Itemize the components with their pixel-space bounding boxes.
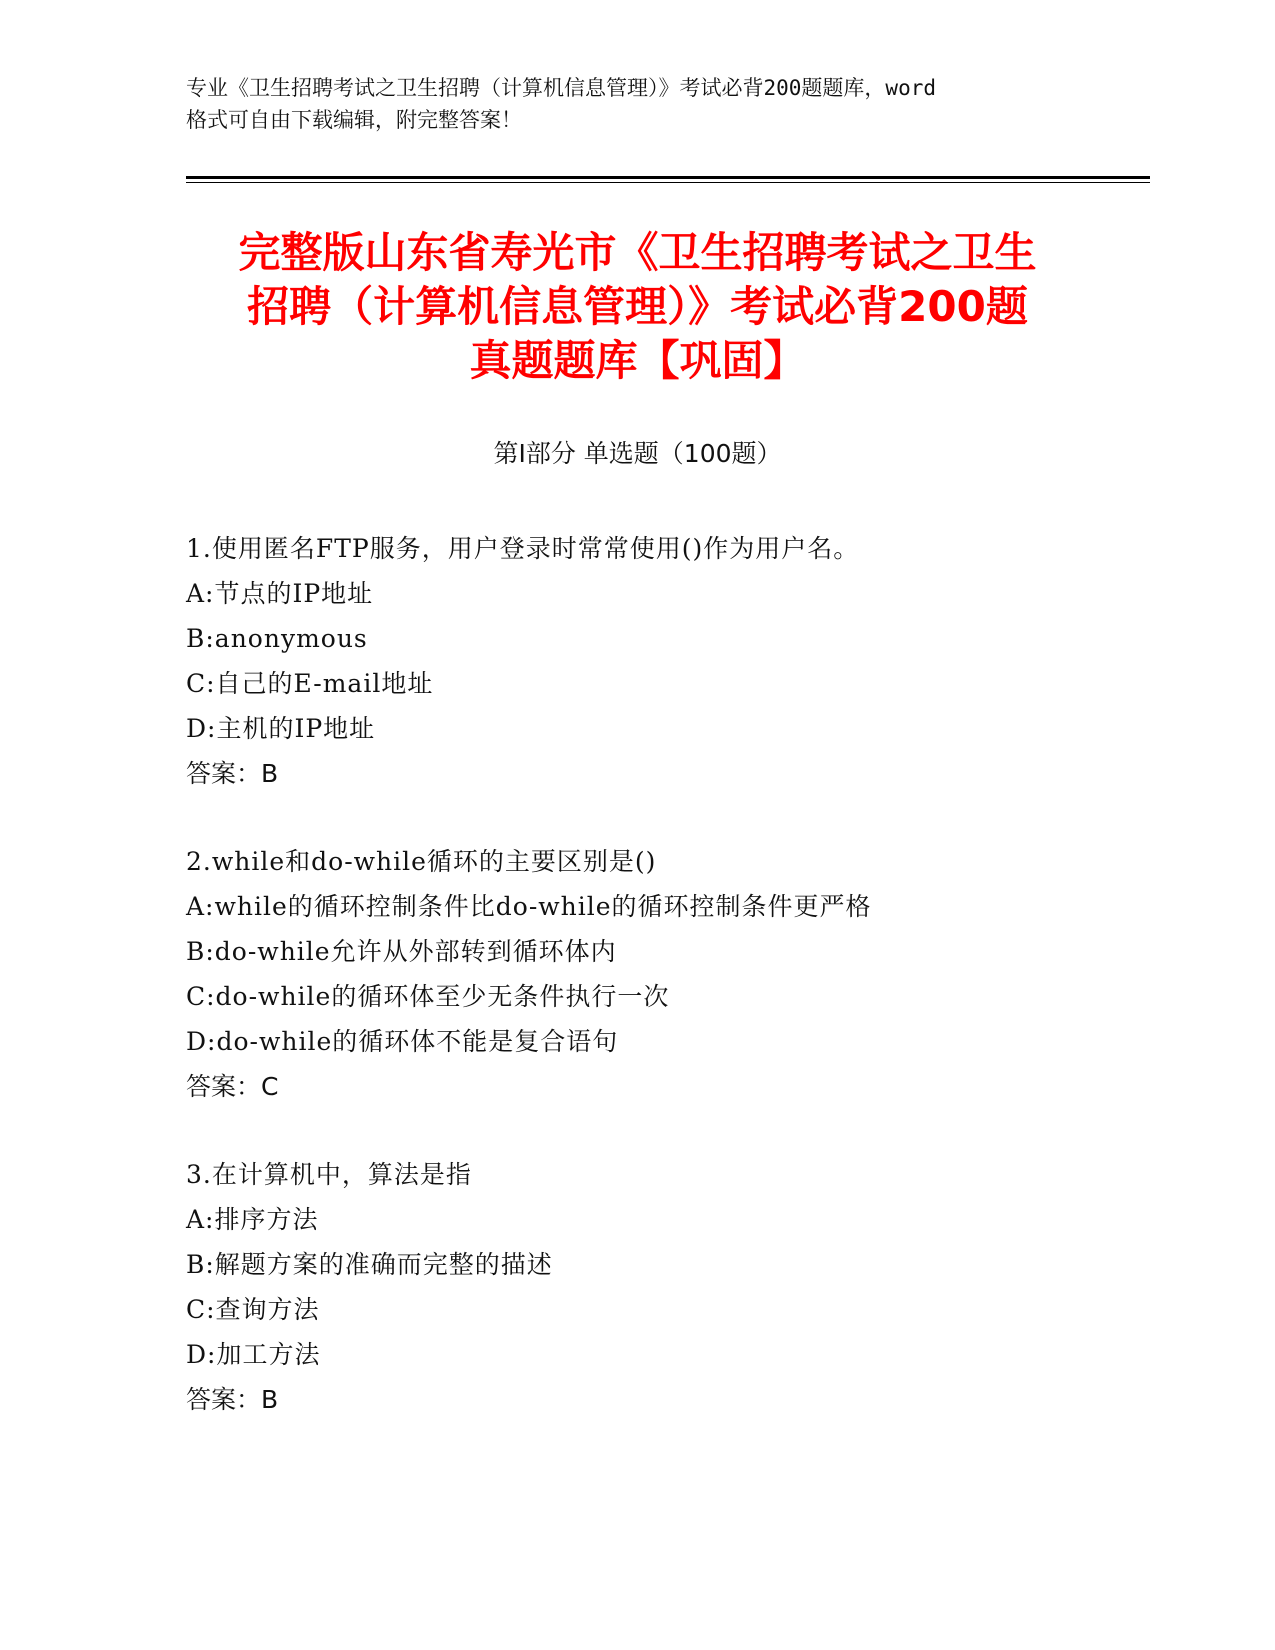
document-title-line-3: 真题题库【巩固】 — [469, 336, 806, 385]
question-3 — [186, 1152, 1146, 1422]
question-stem: 3.在计算机中，算法是指 — [186, 1160, 472, 1189]
option-a: A:排序方法 — [186, 1205, 319, 1234]
question-stem: 1.使用匿名FTP服务，用户登录时常常使用()作为用户名。 — [186, 534, 860, 563]
option-a: A:节点的IP地址 — [186, 579, 374, 608]
question-list — [186, 526, 1146, 1422]
header-divider-thin — [186, 182, 1150, 183]
option-b: B:do-while允许从外部转到循环体内 — [186, 937, 617, 966]
option-a: A:while的循环控制条件比do-while的循环控制条件更严格 — [186, 892, 872, 921]
question-2 — [186, 839, 1146, 1109]
option-b: B:anonymous — [186, 624, 368, 653]
option-d: D:主机的IP地址 — [186, 714, 376, 743]
header-note — [186, 72, 1086, 136]
option-d: D:加工方法 — [186, 1340, 321, 1369]
header-divider-thick — [186, 176, 1150, 179]
section-title: 第Ⅰ部分 单选题（100题） — [493, 439, 782, 468]
header-note-line-2: 格式可自由下载编辑，附完整答案！ — [186, 108, 522, 132]
document-title-line-1: 完整版山东省寿光市《卫生招聘考试之卫生 — [238, 228, 1037, 277]
header-note-line-1: 专业《卫生招聘考试之卫生招聘（计算机信息管理）》考试必背200题题库，word — [186, 76, 936, 100]
question-1 — [186, 526, 1146, 796]
answer: 答案：B — [186, 759, 279, 788]
option-b: B:解题方案的准确而完整的描述 — [186, 1250, 553, 1279]
document-title — [150, 226, 1125, 388]
answer: 答案：C — [186, 1072, 279, 1101]
option-d: D:do-while的循环体不能是复合语句 — [186, 1027, 619, 1056]
document-title-line-2: 招聘（计算机信息管理）》考试必背200题 — [247, 282, 1028, 331]
option-c: C:自己的E-mail地址 — [186, 669, 434, 698]
option-c: C:do-while的循环体至少无条件执行一次 — [186, 982, 670, 1011]
answer: 答案：B — [186, 1385, 279, 1414]
option-c: C:查询方法 — [186, 1295, 320, 1324]
question-stem: 2.while和do-while循环的主要区别是() — [186, 847, 657, 876]
